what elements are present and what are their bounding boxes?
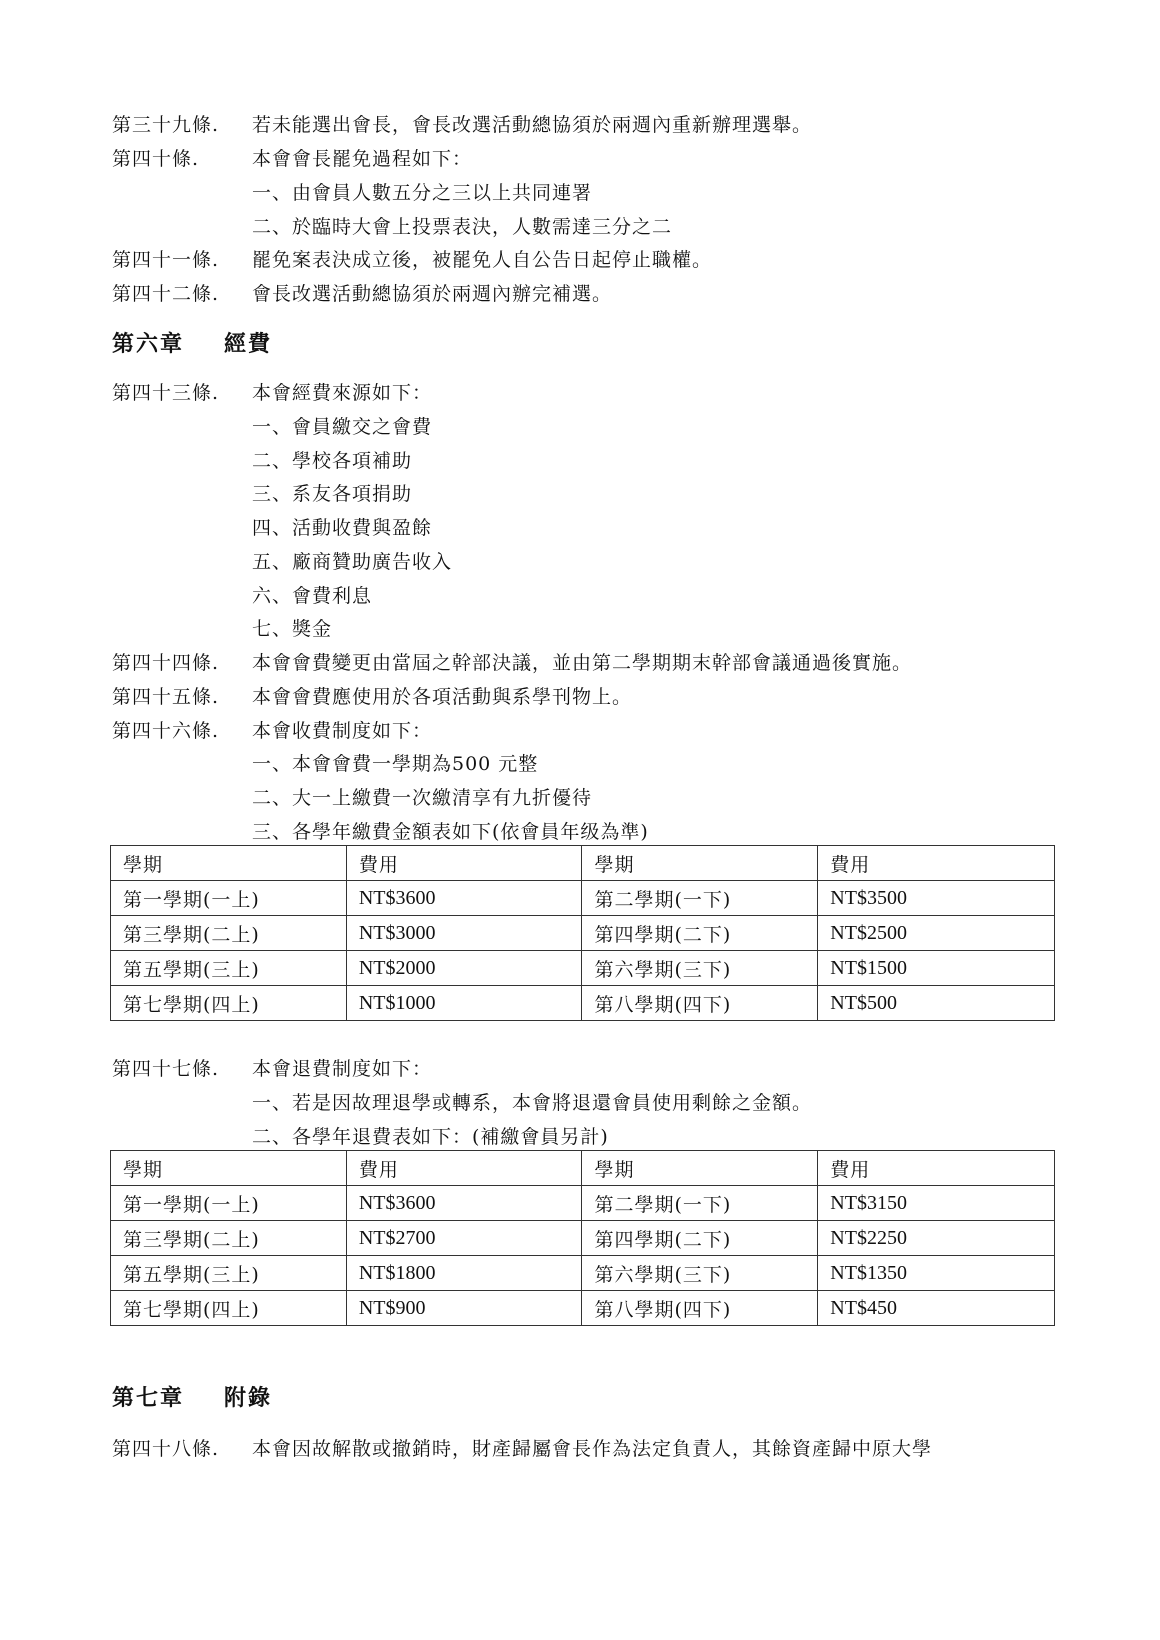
header-cell: 費用 (818, 846, 1055, 881)
article-text: 本會收費制度如下： (252, 720, 433, 742)
semester-cell: 第八學期(四下) (582, 986, 818, 1021)
chapter-6-heading (112, 330, 272, 358)
article-43-item: 二、學校各項補助 (252, 450, 413, 472)
fee-cell: NT$3000 (346, 916, 582, 951)
semester-cell: 第三學期(二上) (111, 916, 347, 951)
table-header-row (111, 846, 1055, 881)
article-text: 會長改選活動總協須於兩週內辦完補選。 (252, 283, 613, 305)
article-label: 第四十四條. (112, 652, 220, 674)
article-43-item: 四、活動收費與盈餘 (252, 517, 433, 539)
table-row (111, 1221, 1055, 1256)
refund-cell: NT$900 (346, 1291, 582, 1326)
semester-cell: 第四學期(二下) (582, 916, 818, 951)
chapter-number: 第七章 (112, 1385, 185, 1411)
article-label: 第四十七條. (112, 1058, 220, 1080)
semester-cell: 第五學期(三上) (111, 951, 347, 986)
semester-cell: 第一學期(一上) (111, 1186, 347, 1221)
table-row (111, 1256, 1055, 1291)
header-cell: 學期 (582, 846, 818, 881)
table-header-row (111, 1151, 1055, 1186)
article-label: 第四十八條. (112, 1438, 220, 1460)
header-cell: 費用 (818, 1151, 1055, 1186)
article-text: 本會會費應使用於各項活動與系學刊物上。 (252, 686, 633, 708)
chapter-title: 經費 (224, 331, 273, 357)
fee-cell: NT$1000 (346, 986, 582, 1021)
semester-cell: 第五學期(三上) (111, 1256, 347, 1291)
article-46 (112, 718, 432, 744)
table-row (111, 916, 1055, 951)
semester-cell: 第二學期(一下) (582, 881, 818, 916)
semester-cell: 第七學期(四上) (111, 1291, 347, 1326)
article-text: 本會會長罷免過程如下： (252, 148, 473, 170)
article-label: 第三十九條. (112, 114, 220, 136)
chapter-title: 附錄 (224, 1385, 273, 1411)
article-label: 第四十六條. (112, 720, 220, 742)
semester-cell: 第三學期(二上) (111, 1221, 347, 1256)
article-46-item: 三、各學年繳費金額表如下(依會員年级為準) (252, 821, 649, 843)
refund-table (110, 1150, 1055, 1326)
fee-cell: NT$1500 (818, 951, 1055, 986)
semester-cell: 第二學期(一下) (582, 1186, 818, 1221)
article-text: 罷免案表決成立後，被罷免人自公告日起停止職權。 (252, 249, 713, 271)
fee-table (110, 845, 1055, 1021)
refund-cell: NT$1350 (818, 1256, 1055, 1291)
semester-cell: 第八學期(四下) (582, 1291, 818, 1326)
article-45 (112, 684, 632, 710)
article-47-item: 二、各學年退費表如下：(補繳會員另計) (252, 1126, 609, 1148)
article-40-item-1: 一、由會員人數五分之三以上共同連署 (252, 182, 593, 204)
article-47-item: 一、若是因故理退學或轉系，本會將退還會員使用剩餘之金額。 (252, 1092, 813, 1114)
semester-cell: 第六學期(三下) (582, 951, 818, 986)
refund-cell: NT$2700 (346, 1221, 582, 1256)
article-43-item: 一、會員繳交之會費 (252, 416, 433, 438)
refund-cell: NT$1800 (346, 1256, 582, 1291)
article-43-item: 三、系友各項捐助 (252, 483, 413, 505)
refund-cell: NT$3150 (818, 1186, 1055, 1221)
table-row (111, 1291, 1055, 1326)
table-row (111, 986, 1055, 1021)
table-row (111, 881, 1055, 916)
header-cell: 學期 (111, 1151, 347, 1186)
article-46-item: 一、本會會費一學期為500 元整 (252, 753, 539, 775)
refund-cell: NT$2250 (818, 1221, 1055, 1256)
table-row (111, 1186, 1055, 1221)
article-43-item: 五、廠商贊助廣告收入 (252, 551, 453, 573)
fee-cell: NT$3500 (818, 881, 1055, 916)
article-40-item-2: 二、於臨時大會上投票表決，人數需達三分之二 (252, 216, 673, 238)
header-cell: 學期 (111, 846, 347, 881)
article-46-item: 二、大一上繳費一次繳清享有九折優待 (252, 787, 593, 809)
chapter-7-heading (112, 1384, 272, 1412)
article-42 (112, 281, 612, 307)
table-row (111, 951, 1055, 986)
header-cell: 費用 (346, 1151, 582, 1186)
fee-cell: NT$500 (818, 986, 1055, 1021)
header-cell: 學期 (582, 1151, 818, 1186)
article-label: 第四十二條. (112, 283, 220, 305)
article-44 (112, 650, 912, 676)
semester-cell: 第四學期(二下) (582, 1221, 818, 1256)
fee-cell: NT$2000 (346, 951, 582, 986)
fee-cell: NT$3600 (346, 881, 582, 916)
article-47 (112, 1056, 432, 1082)
article-label: 第四十條. (112, 148, 200, 170)
refund-cell: NT$3600 (346, 1186, 582, 1221)
article-41 (112, 247, 712, 273)
article-40 (112, 146, 472, 172)
article-43-item: 七、獎金 (252, 618, 333, 640)
chapter-number: 第六章 (112, 331, 185, 357)
article-43-item: 六、會費利息 (252, 585, 373, 607)
article-text: 本會經費來源如下： (252, 382, 433, 404)
article-text: 本會退費制度如下： (252, 1058, 433, 1080)
article-label: 第四十一條. (112, 249, 220, 271)
semester-cell: 第七學期(四上) (111, 986, 347, 1021)
article-text: 若未能選出會長，會長改選活動總協須於兩週內重新辦理選舉。 (252, 114, 813, 136)
article-text: 本會會費變更由當屆之幹部決議，並由第二學期期末幹部會議通過後實施。 (252, 652, 913, 674)
fee-cell: NT$2500 (818, 916, 1055, 951)
article-48 (112, 1436, 932, 1462)
article-label: 第四十三條. (112, 382, 220, 404)
refund-cell: NT$450 (818, 1291, 1055, 1326)
article-39 (112, 112, 812, 138)
header-cell: 費用 (346, 846, 582, 881)
article-label: 第四十五條. (112, 686, 220, 708)
semester-cell: 第一學期(一上) (111, 881, 347, 916)
article-text: 本會因故解散或撤銷時，財產歸屬會長作為法定負責人，其餘資產歸中原大學 (252, 1438, 933, 1460)
article-43 (112, 380, 432, 406)
semester-cell: 第六學期(三下) (582, 1256, 818, 1291)
